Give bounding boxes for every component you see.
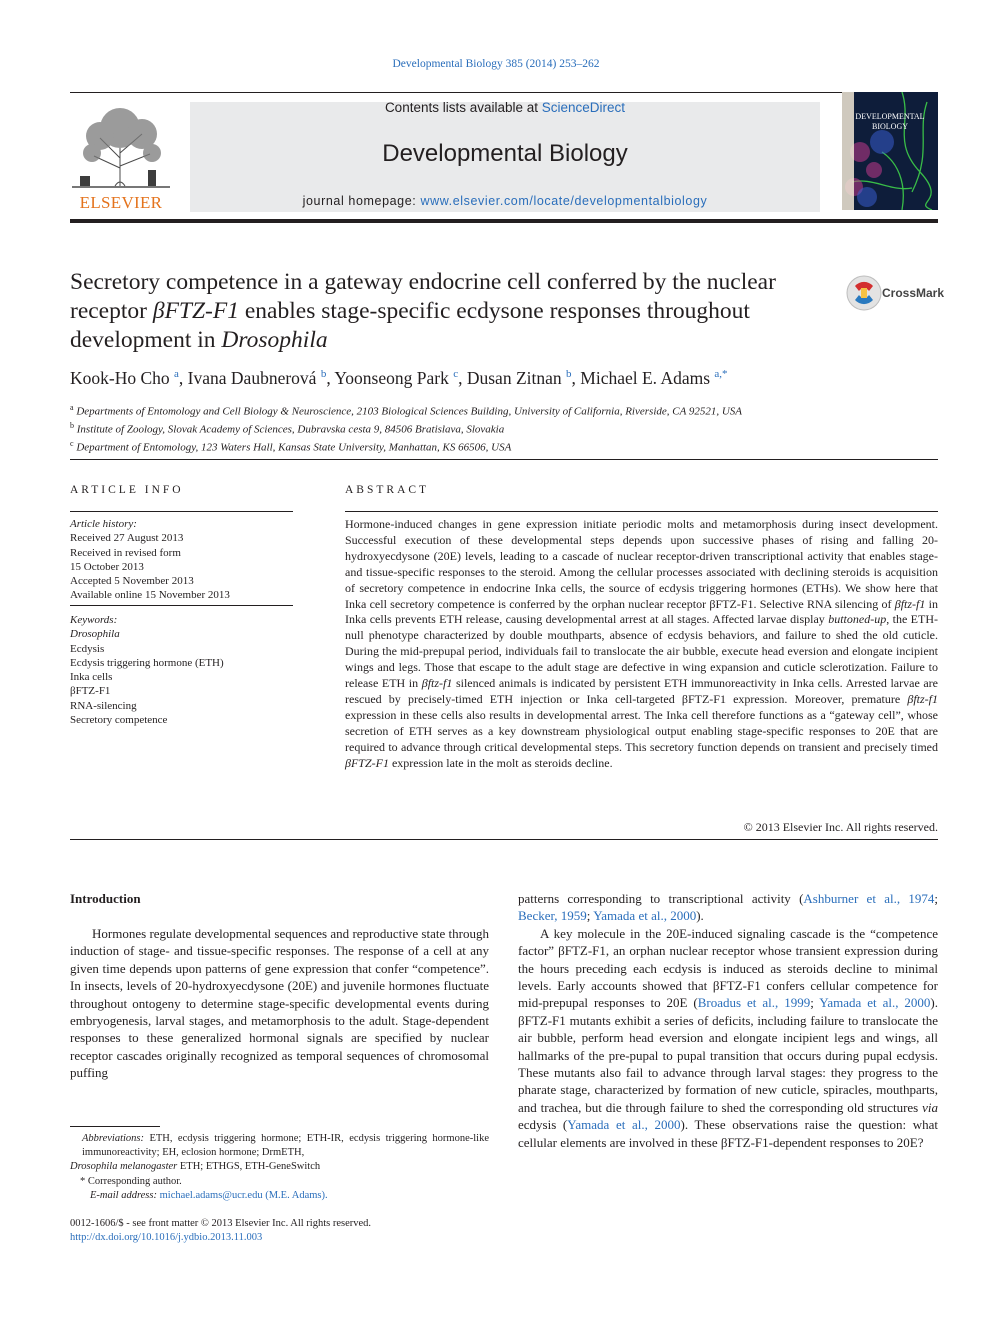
doi-link[interactable]: http://dx.doi.org/10.1016/j.ydbio.2013.11.003: [70, 1232, 263, 1243]
affiliation-marker: a: [70, 403, 74, 412]
author-affil-marker[interactable]: a,*: [714, 368, 728, 381]
footnote-rule: [70, 1126, 160, 1127]
affiliation-item: [70, 437, 930, 455]
abstract-italic: βftz-f1: [894, 596, 926, 611]
crossmark-label[interactable]: CrossMark: [882, 286, 945, 300]
keyword: Secretory competence: [70, 714, 168, 727]
history-item: Available online 15 November 2013: [70, 589, 230, 602]
corresponding-footnote: * Corresponding author.: [80, 1175, 182, 1187]
keyword: βFTZ-F1: [70, 685, 111, 698]
cover-art-icon: [842, 92, 938, 210]
contents-prefix: Contents lists available at: [384, 100, 542, 115]
text-segment: A key molecule in the 20E-induced signaling cascade is the “competence factor” βFTZ-F1, an orphan nuclear receptor whose transient expression during the hours preceding each ecdysis is induced as steroids decline to minimal levels. Early accounts showed that βFTZ-F1 confers cellular competence for mid-prepupal responses to 20E (: [518, 925, 938, 1011]
citation-link[interactable]: Ashburner et al., 1974: [803, 891, 935, 906]
cover-title-line2: BIOLOGY: [872, 122, 908, 131]
abbrev-label: Abbreviations:: [82, 1133, 145, 1144]
citation-link[interactable]: Becker, 1959: [518, 908, 587, 924]
publication-info: [70, 1217, 490, 1245]
text-segment: patterns corresponding to transcriptional activity (: [518, 891, 804, 906]
affiliation-item: [70, 419, 930, 437]
author-name: Ivana Daubnerová: [187, 368, 317, 388]
keywords-label: Keywords:: [70, 614, 118, 626]
history-item: Accepted 5 November 2013: [70, 575, 194, 588]
author-separator: ,: [178, 368, 188, 388]
email-author-link[interactable]: (M.E. Adams).: [265, 1189, 328, 1201]
history-label: Article history:: [70, 518, 137, 530]
text-segment: ). βFTZ-F1 mutants exhibit a series of deficits, including failure to translocate the air bubble, perform head eversion and elongate incipient legs and wings, all hallmarks of the pre-pupal to pupal transition that occurs during pupal ecdysis. These mutants also fail to advance through larval stages: they progress to the pharate stage, characterized by formation of new cuticle, spiracles, mouthparts, and trachea, but die through failure to shed the corresponding old structures: [518, 995, 938, 1115]
intro-right-column: [518, 890, 938, 1151]
text-segment: ecdysis (: [518, 1117, 568, 1133]
author[interactable]: [70, 368, 179, 388]
abstract-italic: βftz-f1: [907, 691, 938, 706]
affiliation-marker: c: [70, 439, 74, 449]
author-affil-marker[interactable]: c: [453, 368, 459, 381]
cover-title-line1: DEVELOPMENTAL: [855, 112, 925, 121]
journal-cover-thumbnail[interactable]: [842, 92, 938, 210]
divider: [70, 511, 293, 512]
title-gene-name: βFTZ-F1: [152, 298, 239, 324]
paragraph: A key molecule in the 20E-induced signaling cascade is the “competence factor” βFTZ-F1, an orphan nuclear receptor whose transient expression during the hours preceding each ecdysis is induced as steroids decline to minimal levels. Early accounts showed that βFTZ-F1 confers cellular competence for mid-prepupal responses to 20E (Broadus et al., 1999; Yamada et al., 2000). βFTZ-F1 mutants exhibit a series of deficits, including failure to translocate the air bubble, perform head eversion and elongate incipient legs and wings, all hallmarks of the pre-pupal to pupal transition that occurs during pupal ecdysis. These mutants also fail to advance through larval stages: they progress to the pharate stage, characterized by formation of new cuticle, spiracles, mouthparts, and trachea, but die through failure to shed the corresponding old structures via ecdysis (Yamada et al., 2000). These observations raise the question: what cellular elements are involved in these βFTZ-F1-dependent responses to 20E?: [518, 925, 938, 1150]
author-affil-marker[interactable]: a: [174, 368, 179, 381]
cover-title: [842, 112, 938, 132]
abbrev-text: ETH, ecdysis triggering hormone; ETH-IR, ecdysis triggering hormone-like immunoreactivity; EH, eclosion hormone; DrmETH,: [82, 1133, 489, 1159]
abstract-italic: buttoned-up: [828, 612, 887, 627]
keyword: Inka cells: [70, 671, 113, 684]
text-segment: ). These observations raise the question: what cellular elements are involved in these βFTZ-F1-dependent responses to 20E?: [518, 1117, 938, 1150]
history-item: Received in revised form: [70, 546, 181, 559]
abstract-segment: Hormone-induced changes in gene expression initiate periodic molts and metamorphosis during insect development. Successful execution of these developmental steps depends upon successive phases of rising and falling 20-hydroxyecdysone (20E) levels, leading to a cascade of nuclear receptor-driven transcriptional activity that enables stage- and tissue-specific responses to the steroid. Among the cellular processes associated with declining steroids is acquisition of secretory competence in endocrine Inka cells, the source of ecdysis triggering hormones (ETHs). We show here that Inka cell secretory competence is conferred by the orphan nuclear receptor βFTZ-F1. Selective RNA silencing of: [345, 517, 938, 611]
history-item: Received 27 August 2013: [70, 532, 184, 545]
abstract-segment: in Inka cells prevents ETH release, causing developmental arrest at all stages. Affected larvae display: [345, 596, 938, 627]
citation-link[interactable]: Yamada et al., 2000: [593, 908, 697, 924]
issn-line: 0012-1606/$ - see front matter © 2013 Elsevier Inc. All rights reserved.: [70, 1218, 372, 1229]
sciencedirect-link[interactable]: ScienceDirect: [541, 100, 626, 115]
affiliation-text: Department of Entomology, 123 Waters Hall, Kansas State University, Manhattan, KS 66506, USA: [76, 441, 512, 454]
contents-line: [190, 100, 820, 115]
author-affil-marker[interactable]: b: [566, 368, 572, 381]
keyword: RNA-silencing: [70, 699, 137, 712]
divider: [345, 511, 938, 512]
author[interactable]: [580, 368, 727, 388]
masthead-thick-rule: [70, 219, 938, 223]
journal-citation[interactable]: Developmental Biology 385 (2014) 253–262: [392, 58, 600, 70]
divider: [70, 839, 938, 840]
keywords: [70, 613, 293, 727]
keyword: Drosophila: [70, 628, 120, 641]
journal-name: Developmental Biology: [382, 140, 628, 167]
author-name: Dusan Zitnan: [466, 368, 562, 388]
abstract-copyright: © 2013 Elsevier Inc. All rights reserved.: [743, 820, 938, 834]
abstract-italic: βFTZ-F1: [345, 755, 389, 770]
paragraph: patterns corresponding to transcriptional activity (Ashburner et al., 1974; Becker, 1959; Yamada et al., 2000).: [518, 891, 938, 924]
email-footnote: [70, 1189, 489, 1203]
text-italic: via: [922, 1099, 938, 1115]
author[interactable]: [467, 368, 572, 388]
abstract-segment: expression in these cells also results in developmental arrest. The Inka cell therefore functions as a “gateway cell”, whose secretion of ETH serves as a key downstream physiological output enabling stage-specific responses to 20E that are required to advance through critical developmental steps. This secretory function depends on transient and precisely timed: [345, 707, 938, 754]
affiliation-text: Departments of Entomology and Cell Biology & Neuroscience, 2103 Biological Sciences Building, University of California, Riverside, CA 92521, USA: [76, 405, 743, 418]
masthead-rule: [70, 92, 938, 93]
keyword: Ecdysis triggering hormone (ETH): [70, 656, 224, 669]
title-organism: Drosophila: [221, 327, 328, 353]
abbrev-italic: Drosophila melanogaster: [70, 1161, 178, 1173]
author[interactable]: [188, 368, 327, 388]
email-link[interactable]: michael.adams@ucr.edu: [159, 1189, 263, 1201]
divider: [70, 605, 293, 606]
citation-link[interactable]: Yamada et al., 2000: [567, 1117, 681, 1133]
abstract-text: [345, 517, 938, 772]
homepage-line: [190, 194, 820, 208]
author-name: Yoonseong Park: [334, 368, 449, 388]
article-info-heading: ARTICLE INFO: [70, 484, 184, 496]
author[interactable]: [334, 368, 458, 388]
article-title: [70, 268, 830, 355]
author-list: [70, 368, 930, 389]
footnotes: [70, 1132, 489, 1203]
elsevier-wordmark: ELSEVIER: [79, 193, 163, 212]
corresponding-text: Corresponding author.: [87, 1175, 182, 1187]
keyword: Ecdysis: [70, 642, 105, 655]
divider: [70, 459, 938, 460]
author-separator: ,: [571, 368, 581, 388]
author-name: Michael E. Adams: [580, 368, 711, 388]
abbreviations-footnote: [70, 1132, 489, 1160]
citation-link[interactable]: Broadus et al., 1999: [697, 995, 811, 1011]
citation-link[interactable]: Yamada et al., 2000: [819, 995, 931, 1011]
abbrev-continued: [70, 1160, 489, 1174]
affiliation-text: Institute of Zoology, Slovak Academy of Sciences, Dubravska cesta 9, 84506 Bratislava, Slovakia: [76, 423, 505, 436]
homepage-prefix: journal homepage:: [302, 194, 421, 208]
abstract-segment: expression late in the molt as steroids decline.: [388, 755, 613, 770]
title-part1: Secretory competence in a gateway endocrine cell conferred by the nuclear receptor: [70, 269, 776, 324]
intro-left-column: Hormones regulate developmental sequences and reproductive state through induction of stage- and tissue-specific responses. The response of a cell at any given time depends upon patterns of gene expression that confer “competence”. In insects, levels of 20-hydroxyecdysone (20E) and juvenile hormones fluctuate throughout ontogeny to determine stage-specific developmental events during embryogenesis, larval stages, and metamorphosis to the adult. Stage-dependent responses to these generalized hormonal signals are specified by nuclear receptor cascades originally recognized as temporal sequences of chromosomal puffing: [70, 926, 489, 1081]
affiliations: [70, 401, 930, 455]
affiliation-item: [70, 401, 930, 419]
author-name: Kook-Ho Cho: [70, 368, 170, 388]
article-history: [70, 517, 293, 603]
abbrev-tail: ETH; ETHGS, ETH-GeneSwitch: [177, 1161, 321, 1173]
abstract-italic: βftz-f1: [421, 676, 453, 691]
author-separator: ,: [326, 368, 335, 388]
introduction-heading: Introduction: [70, 891, 141, 906]
author-affil-marker[interactable]: b: [320, 368, 327, 381]
title-part2: enables stage-specific ecdysone responses throughout development in: [70, 298, 750, 353]
email-label: E-mail address:: [90, 1189, 157, 1201]
abstract-segment: , the ETH-null phenotype characterized by double mouthparts, absence of ecdysis behaviors, and failure to shed the old cuticle. During the mid-prepupal period, individuals fail to translocate the air bubble, execute head eversion and elongate incipient wings and legs. Those that escape to the adult stage are defective in wing expansion and cuticle sclerotization. Failure to release ETH in: [345, 612, 939, 691]
abstract-segment: silenced animals is indicated by persistent ETH immunoreactivity in Inka cells. Arrested larvae are rescued by precisely-timed ETH injection or Inka cell-targeted βFTZ-F1 expression. Moreover, premature: [345, 676, 939, 706]
affiliation-marker: b: [70, 421, 74, 431]
abstract-heading: ABSTRACT: [345, 484, 430, 496]
author-separator: ,: [458, 368, 467, 388]
homepage-link[interactable]: www.elsevier.com/locate/developmentalbiology: [420, 194, 708, 208]
history-item: 15 October 2013: [70, 560, 144, 573]
